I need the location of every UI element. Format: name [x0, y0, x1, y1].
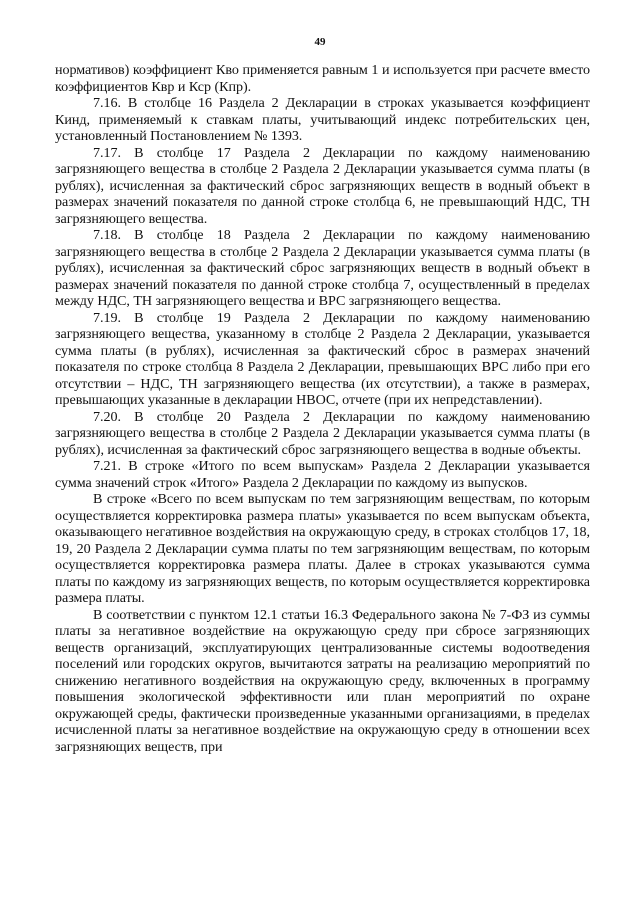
paragraph: 7.17. В столбце 17 Раздела 2 Декларации по каждому наименованию загрязняющего вещества в столбце 2 Раздела 2 Декларации указывается сумма платы (в рублях), исчисленная за фактический сброс загрязняющих веществ в водный объект в размерах значений показателя по данной строке столбца 6, не превышающий НДС, ТН загрязняющего вещества. [55, 144, 590, 227]
paragraph: 7.20. В столбце 20 Раздела 2 Декларации по каждому наименованию загрязняющего вещества в столбце 2 Раздела 2 Декларации указывается сумма платы (в рублях), исчисленная за фактический сброс загрязняющего вещества в водные объекты. [55, 408, 590, 458]
paragraph: В строке «Всего по всем выпускам по тем загрязняющим веществам, по которым осуществляется корректировка размера платы» указывается по всем выпускам объекта, оказывающего негативное воздействия на окружающую среду, в строках столбцов 17, 18, 19, 20 Раздела 2 Декларации сумма платы по тем загрязняющим веществам, по которым осуществляется корректировка размера платы. Далее в строках указываются сумма платы по каждому из загрязняющих веществ, по которым осуществляется корректировка размера платы. [55, 491, 590, 606]
paragraph: нормативов) коэффициент Кво применяется равным 1 и используется при расчете вместо коэффициентов Квр и Кср (Кпр). [55, 62, 590, 95]
page-number: 49 [314, 36, 326, 48]
paragraph: 7.16. В столбце 16 Раздела 2 Декларации в строках указывается коэффициент Кинд, применяемый к ставкам платы, учитывающий индекс потребительских цен, установленный Постановлением № 1393. [55, 95, 590, 144]
paragraph: 7.21. В строке «Итого по всем выпускам» Раздела 2 Декларации указывается сумма значений строк «Итого» Раздела 2 Декларации по каждому из выпусков. [55, 458, 590, 491]
paragraph: В соответствии с пунктом 12.1 статьи 16.3 Федерального закона № 7-ФЗ из суммы платы за негативное воздействие на окружающую среду при сбросе загрязняющих веществ организаций, эксплуатирующих централизованные системы водоотведения поселений или городских округов, вычитаются затраты на реализацию мероприятий по снижению негативного воздействия на окружающую среду, включенных в программу повышения экологической эффективности или план мероприятий по охране окружающей среды, фактически произведенные указанными организациями, в пределах исчисленной платы за негативное воздействие на окружающую среду в отношении всех загрязняющих веществ, при [55, 606, 590, 755]
body-text [55, 62, 590, 755]
paragraph: 7.19. В столбце 19 Раздела 2 Декларации по каждому наименованию загрязняющего вещества, указанному в столбце 2 Раздела 2 Декларации, указывается сумма платы (в рублях), исчисленная за фактический сброс в размерах значений показателя по строке столбца 8 Раздела 2 Декларации, превышающих ВРС либо при его отсутствии – НДС, ТН загрязняющего вещества (их отсутствии), а также в размерах, превышающих указанные в декларации НВОС, отчете (при их непредставлении). [55, 309, 590, 408]
paragraph: 7.18. В столбце 18 Раздела 2 Декларации по каждому наименованию загрязняющего вещества в столбце 2 Раздела 2 Декларации указывается сумма платы (в рублях), исчисленная за фактический сброс загрязняющих веществ в водный объект в размерах значений показателя по данной строке столбца 7, осуществленный в пределах между НДС, ТН загрязняющего вещества и ВРС загрязняющего вещества. [55, 227, 590, 309]
